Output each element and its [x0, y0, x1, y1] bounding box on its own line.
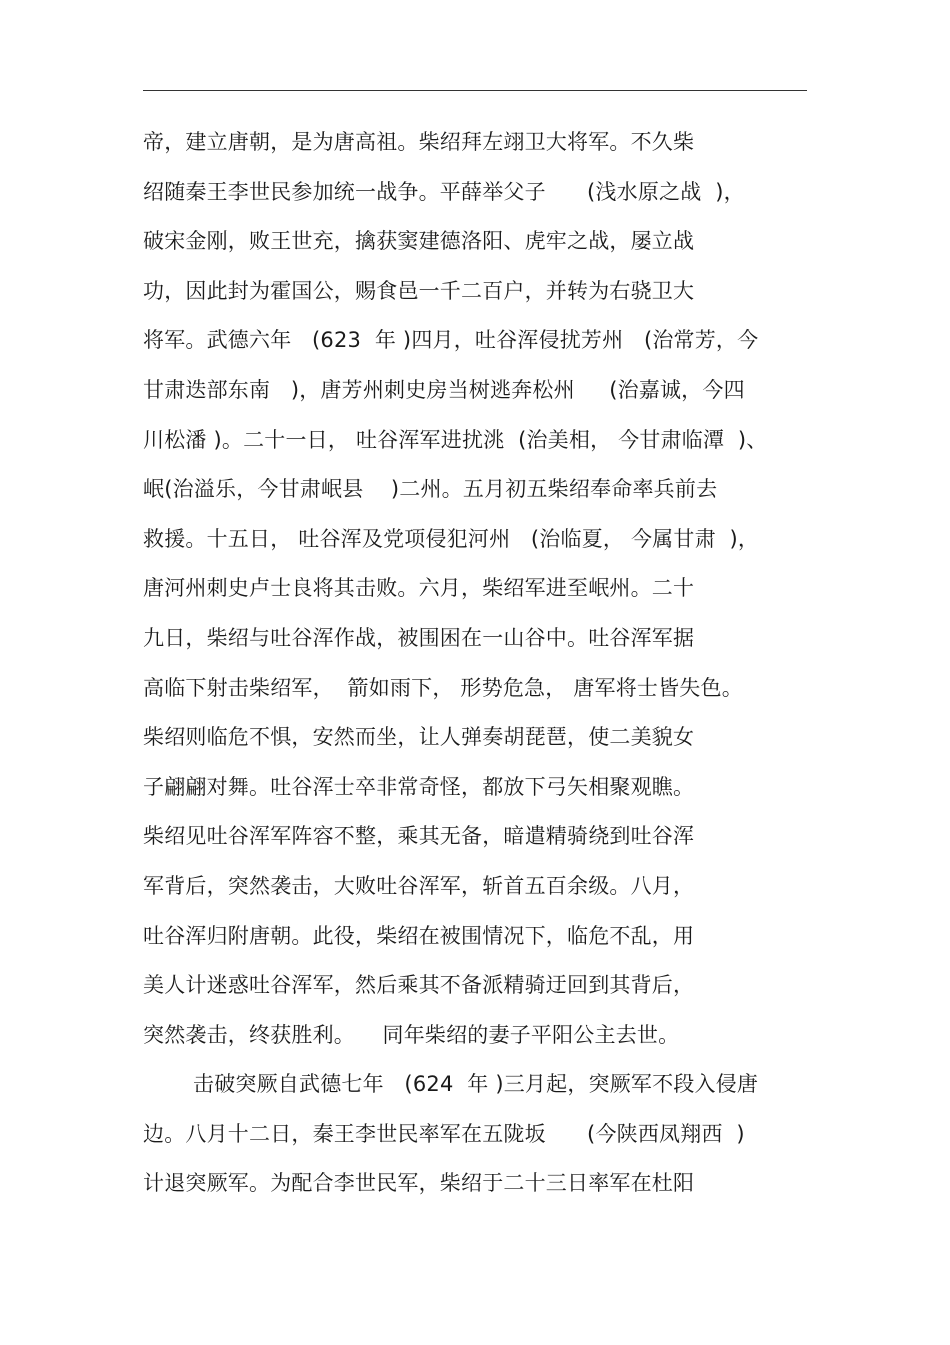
text-line: 吐谷浑归附唐朝。此役，柴绍在被围情况下，临危不乱，用	[143, 923, 695, 948]
body-text	[143, 118, 843, 1209]
text-line: 将军。武德六年 (623 年 )四月，吐谷浑侵扰芳州 (治常芳，今	[143, 328, 759, 353]
text-line: 甘肃迭部东南 )，唐芳州刺史房当树逃奔松州 (治嘉诚，今四	[143, 377, 745, 402]
text-line: 功，因此封为霍国公，赐食邑一千二百户，并转为右骁卫大	[143, 278, 695, 303]
text-line: 高临下射击柴绍军， 箭如雨下， 形势危急， 唐军将士皆失色。	[143, 675, 743, 700]
text-line: 击破突厥自武德七年 (624 年 )三月起，突厥军不段入侵唐	[193, 1072, 759, 1097]
text-line: 军背后，突然袭击，大败吐谷浑军，斩首五百余级。八月，	[143, 873, 695, 898]
text-line: 九日，柴绍与吐谷浑作战，被围困在一山谷中。吐谷浑军据	[143, 625, 695, 650]
text-line: 救援。十五日， 吐谷浑及党项侵犯河州 (治临夏， 今属甘肃 )，	[143, 526, 760, 551]
text-line: 子翩翩对舞。吐谷浑士卒非常奇怪，都放下弓矢相聚观瞧。	[143, 774, 695, 799]
text-line: 柴绍则临危不惧，安然而坐，让人弹奏胡琵琶，使二美貌女	[143, 725, 695, 750]
text-line: 岷(治溢乐，今甘肃岷县 )二州。五月初五柴绍奉命率兵前去	[143, 477, 718, 502]
text-line: 突然袭击，终获胜利。 同年柴绍的妻子平阳公主去世。	[143, 1022, 680, 1047]
text-line: 美人计迷惑吐谷浑军，然后乘其不备派精骑迂回到其背后，	[143, 973, 695, 998]
header-rule	[143, 90, 807, 91]
text-line: 破宋金刚，败王世充，擒获窦建德洛阳、虎牢之战，屡立战	[143, 229, 695, 254]
text-line: 柴绍见吐谷浑军阵容不整，乘其无备，暗遣精骑绕到吐谷浑	[143, 824, 695, 849]
text-line: 帝，建立唐朝，是为唐高祖。柴绍拜左翊卫大将军。不久柴	[143, 130, 695, 154]
text-line: 唐河州刺史卢士良将其击败。六月，柴绍军进至岷州。二十	[143, 576, 695, 601]
text-line: 边。八月十二日，秦王李世民率军在五陇坂 (今陕西凤翔西 )	[143, 1121, 745, 1146]
text-line: 川松潘 )。二十一日， 吐谷浑军进扰洮 (治美相， 今甘肃临潭 )、	[143, 427, 768, 452]
text-line: 计退突厥军。为配合李世民军，柴绍于二十三日率军在杜阳	[143, 1171, 695, 1196]
text-line: 绍随秦王李世民参加统一战争。平薛举父子 (浅水原之战 )，	[143, 179, 745, 204]
